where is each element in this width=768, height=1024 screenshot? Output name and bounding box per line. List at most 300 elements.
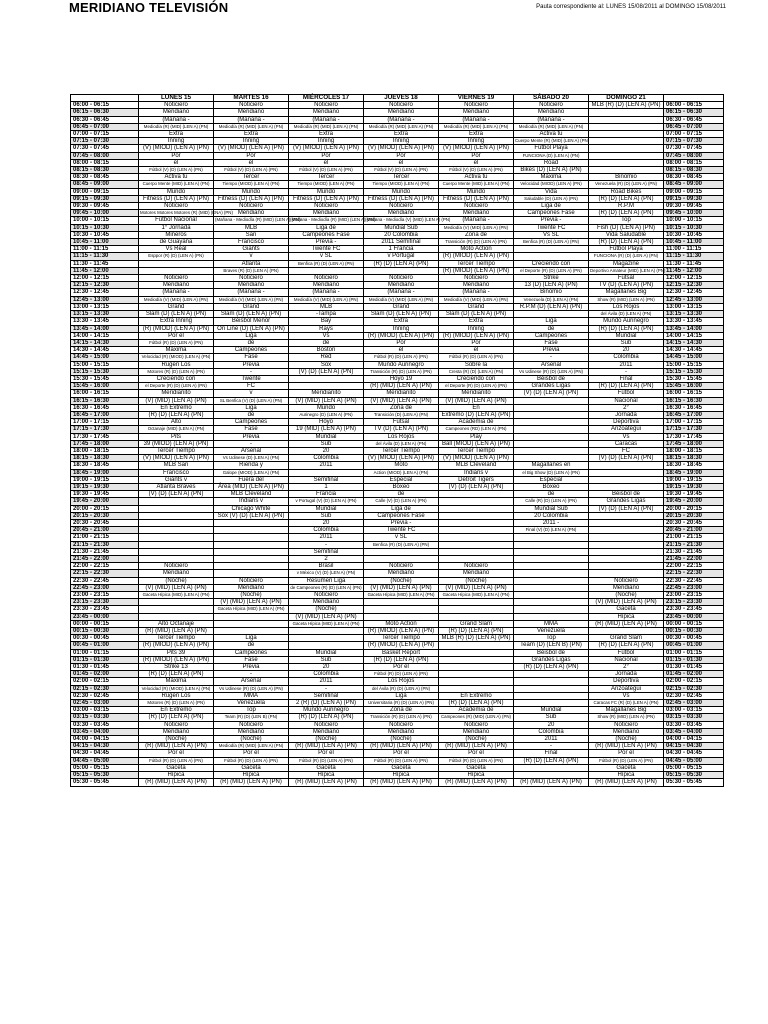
program-cell: Mundial bbox=[289, 433, 364, 440]
day-header-tuesday: MARTES 16 bbox=[214, 95, 289, 102]
table-row bbox=[71, 570, 724, 577]
program-cell: Meridianito bbox=[289, 390, 364, 397]
program-cell: Béisbol de bbox=[514, 649, 589, 656]
time-slot-right: 01:30 - 01:45 bbox=[664, 664, 724, 671]
program-cell: Inning bbox=[139, 138, 214, 145]
program-cell: Fase bbox=[214, 426, 289, 433]
time-slot-left: 17:00 - 17:15 bbox=[71, 419, 139, 426]
program-cell bbox=[139, 541, 214, 548]
program-cell bbox=[289, 635, 364, 642]
program-cell: Mundial bbox=[289, 649, 364, 656]
program-cell bbox=[439, 498, 514, 505]
time-slot-left: 21:00 - 21:15 bbox=[71, 534, 139, 541]
time-slot-left: 10:30 - 10:45 bbox=[71, 231, 139, 238]
time-slot-left: 06:15 - 06:30 bbox=[71, 109, 139, 116]
time-slot-right: 22:15 - 22:30 bbox=[664, 570, 724, 577]
time-slot-left: 16:30 - 16:45 bbox=[71, 404, 139, 411]
program-cell: v bbox=[214, 390, 289, 397]
program-cell bbox=[139, 548, 214, 555]
program-cell: Meridiano bbox=[289, 728, 364, 735]
program-cell: (Noche) bbox=[439, 736, 514, 743]
program-cell: Vida bbox=[514, 188, 589, 195]
table-row bbox=[71, 620, 724, 627]
program-cell: Por el bbox=[289, 750, 364, 757]
program-cell: Noticiero bbox=[139, 203, 214, 210]
time-slot-left: 14:30 - 14:45 bbox=[71, 347, 139, 354]
time-slot-left: 09:45 - 10:00 bbox=[71, 210, 139, 217]
program-cell: Meridiano bbox=[139, 570, 214, 577]
program-cell: Fuera del bbox=[214, 476, 289, 483]
program-cell bbox=[589, 469, 664, 476]
program-cell: v bbox=[214, 253, 289, 260]
program-cell bbox=[514, 440, 589, 447]
program-cell bbox=[214, 534, 289, 541]
table-row bbox=[71, 404, 724, 411]
time-slot-right: 20:30 - 20:45 bbox=[664, 519, 724, 526]
program-cell: Grandes Ligas bbox=[514, 656, 589, 663]
program-cell: Tercer bbox=[289, 174, 364, 181]
program-cell: Extra bbox=[439, 131, 514, 138]
program-cell: (Noche) bbox=[139, 577, 214, 584]
program-cell: Por el bbox=[139, 332, 214, 339]
program-cell: Extremo (D) (LEN A) (PN) bbox=[439, 411, 514, 418]
program-cell bbox=[514, 685, 589, 692]
program-cell: Noticiero bbox=[289, 592, 364, 599]
program-cell: Creciendo con bbox=[439, 375, 514, 382]
program-cell bbox=[514, 772, 589, 779]
program-cell: (Mañana - bbox=[214, 116, 289, 123]
time-slot-left: 13:00 - 13:15 bbox=[71, 303, 139, 310]
program-cell: (Mañana - bbox=[439, 217, 514, 224]
time-slot-left: 11:15 - 11:30 bbox=[71, 253, 139, 260]
program-cell: Mundo bbox=[289, 404, 364, 411]
program-cell: de bbox=[514, 325, 589, 332]
program-cell: Tiempo (MIOD) (LEN A) (PN) bbox=[289, 181, 364, 188]
time-slot-right: 11:15 - 11:30 bbox=[664, 253, 724, 260]
program-cell: Fútbol bbox=[589, 390, 664, 397]
time-slot-right: 22:45 - 23:00 bbox=[664, 584, 724, 591]
table-row bbox=[71, 390, 724, 397]
program-cell: Meridiano bbox=[364, 570, 439, 577]
program-cell bbox=[514, 678, 589, 685]
program-cell: Transición (D) (LEN A) (PN) bbox=[364, 411, 439, 418]
table-row bbox=[71, 332, 724, 339]
time-slot-left: 11:00 - 11:15 bbox=[71, 246, 139, 253]
program-cell: Meridiano bbox=[214, 584, 289, 591]
table-row bbox=[71, 483, 724, 490]
time-slot-left: 09:00 - 09:15 bbox=[71, 188, 139, 195]
program-cell: Noticiero bbox=[439, 721, 514, 728]
program-cell: 20 bbox=[514, 721, 589, 728]
program-cell: Gaceta Hípica (MID) (LEN A) (PN) bbox=[289, 620, 364, 627]
time-slot-right: 09:15 - 09:30 bbox=[664, 195, 724, 202]
program-cell: Béisbol de bbox=[589, 491, 664, 498]
program-cell: Fase bbox=[214, 354, 289, 361]
program-cell: Alto Octanaje bbox=[139, 620, 214, 627]
program-cell: Vs bbox=[589, 692, 664, 699]
program-cell: Noticiero bbox=[214, 577, 289, 584]
time-slot-left: 17:45 - 18:00 bbox=[71, 440, 139, 447]
table-row bbox=[71, 411, 724, 418]
time-slot-left: 03:15 - 03:30 bbox=[71, 714, 139, 721]
program-cell: Transición (R) (D) (LEN A) (PN) bbox=[439, 239, 514, 246]
table-row bbox=[71, 217, 724, 224]
program-cell: de bbox=[214, 411, 289, 418]
program-cell: Moto Action bbox=[364, 620, 439, 627]
program-cell bbox=[439, 599, 514, 606]
program-cell bbox=[439, 491, 514, 498]
table-row bbox=[71, 764, 724, 771]
time-slot-right: 21:45 - 22:00 bbox=[664, 556, 724, 563]
program-cell: Hípica bbox=[139, 772, 214, 779]
program-cell: (R) (MID) (LEN A) (PN) bbox=[364, 383, 439, 390]
time-slot-left: 08:00 - 08:15 bbox=[71, 159, 139, 166]
time-slot-right: 08:30 - 08:45 bbox=[664, 174, 724, 181]
program-cell: Hípica bbox=[589, 613, 664, 620]
program-cell: Tiempo (MIOD) (LEN A) (PN) bbox=[214, 181, 289, 188]
program-cell: Mundo bbox=[214, 188, 289, 195]
program-cell bbox=[439, 671, 514, 678]
program-cell: Tercer Tiempo bbox=[364, 447, 439, 454]
table-row bbox=[71, 642, 724, 649]
time-slot-left: 12:30 - 12:45 bbox=[71, 289, 139, 296]
time-slot-left: 01:45 - 02:00 bbox=[71, 671, 139, 678]
program-cell: Noticiero bbox=[589, 721, 664, 728]
program-cell: (V) (MID) (LEN A) (PN) bbox=[139, 397, 214, 404]
program-cell: de bbox=[364, 491, 439, 498]
program-cell: Hoyo 19 bbox=[364, 375, 439, 382]
program-cell: Por el bbox=[214, 750, 289, 757]
program-cell: Extra bbox=[364, 318, 439, 325]
time-slot-right: 23:30 - 23:45 bbox=[664, 606, 724, 613]
program-cell: Fútbol Playa bbox=[514, 145, 589, 152]
program-cell: Fútbol (R) (D) (LEN A) (PN) bbox=[439, 757, 514, 764]
time-slot-left: 15:30 - 15:45 bbox=[71, 375, 139, 382]
program-cell: Grand bbox=[439, 303, 514, 310]
time-slot-left: 06:00 - 06:15 bbox=[71, 102, 139, 109]
time-slot-right: 02:30 - 02:45 bbox=[664, 692, 724, 699]
time-slot-left: 01:00 - 01:15 bbox=[71, 649, 139, 656]
program-cell: Creciendo con bbox=[514, 260, 589, 267]
program-cell: Venezuela (D) (LEN A) (PN) bbox=[514, 296, 589, 303]
program-cell: Motores (R) (D) (LEN A) (PN) bbox=[139, 700, 214, 707]
program-cell: Benfica (R) (D) (LEN A) (PN) bbox=[514, 239, 589, 246]
time-slot-right: 08:15 - 08:30 bbox=[664, 167, 724, 174]
time-slot-right: 02:15 - 02:30 bbox=[664, 685, 724, 692]
program-cell: (Mañana - bbox=[139, 116, 214, 123]
program-cell bbox=[439, 664, 514, 671]
program-cell: Tercer bbox=[214, 174, 289, 181]
time-slot-left: 01:30 - 01:45 bbox=[71, 664, 139, 671]
table-row bbox=[71, 383, 724, 390]
program-cell: Meridiano bbox=[289, 109, 364, 116]
program-cell: Semifinal bbox=[289, 476, 364, 483]
program-cell: Hípica bbox=[289, 772, 364, 779]
program-cell: Fitness (D) (LEN A) (PN) bbox=[139, 195, 214, 202]
time-slot-right: 15:00 - 15:15 bbox=[664, 361, 724, 368]
time-slot-left: 23:15 - 23:30 bbox=[71, 599, 139, 606]
program-cell: el bbox=[289, 159, 364, 166]
program-cell: Los Rojos bbox=[589, 303, 664, 310]
program-cell: Inning bbox=[364, 138, 439, 145]
program-cell: Rienda y bbox=[214, 462, 289, 469]
program-cell: Team (R) (D) (LEN B) (PN) bbox=[214, 714, 289, 721]
program-cell bbox=[439, 649, 514, 656]
program-cell: Francisco bbox=[214, 239, 289, 246]
program-cell: (Mañana - Mediodía (R) (MID) (LEN A) (PN) bbox=[290, 217, 376, 223]
program-cell bbox=[214, 556, 289, 563]
program-cell: Fútbol (R) (D) (LEN A) (PN) bbox=[364, 757, 439, 764]
table-row bbox=[71, 426, 724, 433]
program-cell: Fútbol (V) (D) (LEN A) (PN) bbox=[364, 167, 439, 174]
program-cell: (V) (MIOD) (LEN A) (PN) bbox=[214, 145, 289, 152]
time-slot-right: 06:15 - 06:30 bbox=[664, 109, 724, 116]
program-cell: -Tampa bbox=[289, 311, 364, 318]
table-row bbox=[71, 210, 724, 217]
time-slot-right: 06:30 - 06:45 bbox=[664, 116, 724, 123]
program-cell: Por bbox=[439, 152, 514, 159]
program-cell: Campeones bbox=[514, 332, 589, 339]
program-cell: MLB (R) (D) (LEN A) (PN) bbox=[589, 102, 664, 109]
period-subtitle: Pauta correspondiente al: LUNES 15/08/2011 al DOMINGO 15/08/2011 bbox=[536, 4, 726, 10]
program-cell: (V) (MID) (LEN A) (PN) bbox=[364, 397, 439, 404]
program-cell: FC bbox=[214, 383, 289, 390]
program-cell bbox=[439, 527, 514, 534]
program-cell: de bbox=[289, 339, 364, 346]
program-cell: Mediodía (R) (MID) (LEN A) (PN) bbox=[439, 123, 514, 130]
program-cell: Campeones Fase bbox=[289, 231, 364, 238]
program-cell: MLB bbox=[289, 303, 364, 310]
program-cell: - bbox=[214, 671, 289, 678]
time-slot-right: 02:45 - 03:00 bbox=[664, 700, 724, 707]
program-cell bbox=[364, 613, 439, 620]
program-cell: 2 (R) (D) (LEN A) (PN) bbox=[289, 700, 364, 707]
program-cell: 2011 bbox=[289, 534, 364, 541]
program-cell: (Noche) bbox=[439, 577, 514, 584]
time-slot-right: 04:30 - 04:45 bbox=[664, 750, 724, 757]
program-cell bbox=[139, 267, 214, 274]
time-slot-right: 15:30 - 15:45 bbox=[664, 375, 724, 382]
program-cell bbox=[364, 267, 439, 274]
program-cell bbox=[139, 527, 214, 534]
program-cell: Mediodía (V) (MID) (LEN A) (PN) bbox=[139, 296, 214, 303]
time-slot-right: 04:00 - 04:15 bbox=[664, 736, 724, 743]
time-slot-right: 14:15 - 14:30 bbox=[664, 339, 724, 346]
time-slot-left: 03:45 - 04:00 bbox=[71, 728, 139, 735]
program-cell: Fútbol (R) (D) (LEN A) (PN) bbox=[214, 757, 289, 764]
program-cell: (V) (MID) (LEN A) (PN) bbox=[439, 397, 514, 404]
program-cell: Fútbol Nacional bbox=[139, 217, 214, 224]
table-row bbox=[71, 375, 724, 382]
program-cell bbox=[214, 613, 289, 620]
program-cell bbox=[589, 541, 664, 548]
program-cell: (R) (MIOD) (LEN A) (PN) bbox=[439, 332, 514, 339]
time-slot-right: 05:00 - 05:15 bbox=[664, 764, 724, 771]
program-cell: del Ávila (D) (LEN A) (PN) bbox=[364, 440, 439, 447]
time-slot-right: 18:00 - 18:15 bbox=[664, 447, 724, 454]
time-slot-left: 23:45 - 00:00 bbox=[71, 613, 139, 620]
program-cell: Hoyo bbox=[289, 419, 364, 426]
table-row bbox=[71, 260, 724, 267]
time-slot-right: 12:45 - 13:00 bbox=[664, 296, 724, 303]
program-cell: Velocidad (MIOD) (LEN A) (PN) bbox=[514, 181, 589, 188]
table-row bbox=[71, 656, 724, 663]
time-slot-left: 17:30 - 17:45 bbox=[71, 433, 139, 440]
time-slot-left: 23:00 - 23:15 bbox=[71, 592, 139, 599]
program-cell: Meridiano bbox=[439, 282, 514, 289]
program-cell: (Noche) bbox=[214, 592, 289, 599]
program-cell: Sox bbox=[289, 361, 364, 368]
table-row bbox=[71, 635, 724, 642]
table-row bbox=[71, 577, 724, 584]
table-row bbox=[71, 606, 724, 613]
time-slot-left: 03:00 - 03:15 bbox=[71, 707, 139, 714]
program-cell: (Noche) bbox=[289, 736, 364, 743]
program-cell: Arsenal bbox=[214, 678, 289, 685]
program-cell bbox=[589, 159, 664, 166]
program-cell: Noticiero bbox=[364, 275, 439, 282]
program-cell: Meridiano bbox=[439, 109, 514, 116]
program-cell: Semifinal bbox=[289, 548, 364, 555]
program-cell: Francisco bbox=[139, 469, 214, 476]
program-cell: Noticiero bbox=[214, 203, 289, 210]
table-row bbox=[71, 109, 724, 116]
program-cell bbox=[514, 671, 589, 678]
program-cell: (Noche) bbox=[364, 736, 439, 743]
program-cell: de Campeones (R) (D) (LEN A) (PN) bbox=[290, 584, 362, 590]
program-cell: Vs bbox=[289, 332, 364, 339]
program-cell: Noticiero bbox=[139, 721, 214, 728]
time-slot-left: 15:00 - 15:15 bbox=[71, 361, 139, 368]
program-cell: (R) (D) (LEN A) (PN) bbox=[514, 664, 589, 671]
program-cell: Mediodía (R) (MID) (LEN A) (PN) bbox=[364, 123, 439, 130]
table-row bbox=[71, 311, 724, 318]
time-slot-left: 04:30 - 04:45 bbox=[71, 750, 139, 757]
program-cell: (Noche) bbox=[364, 577, 439, 584]
program-cell: (V) (MIOD) (LEN A) (PN) bbox=[364, 145, 439, 152]
program-cell: v SL bbox=[289, 253, 364, 260]
program-cell: Top bbox=[589, 217, 664, 224]
program-cell: Pits bbox=[139, 433, 214, 440]
program-cell: Jornada bbox=[589, 411, 664, 418]
program-cell: Vs Udinese (R) (D) (LEN A) (PN) bbox=[514, 368, 589, 375]
program-cell: Cuerpo Mente (MID) (LEN A) (PN) bbox=[139, 181, 214, 188]
program-cell: (V) (MID) (LEN A) (PN) bbox=[139, 584, 214, 591]
program-cell bbox=[439, 613, 514, 620]
program-cell: Noticiero bbox=[289, 275, 364, 282]
program-cell bbox=[514, 534, 589, 541]
time-slot-left: 00:45 - 01:00 bbox=[71, 642, 139, 649]
program-cell: (R) (MID) (LEN A) (PN) bbox=[139, 779, 214, 786]
time-slot-right: 03:15 - 03:30 bbox=[664, 714, 724, 721]
program-cell: Giants v bbox=[139, 476, 214, 483]
program-cell: Liga bbox=[364, 692, 439, 699]
program-cell: FUNCIONA (D) (LEN A) (PN) bbox=[514, 152, 589, 159]
program-cell: Por bbox=[139, 152, 214, 159]
program-cell bbox=[139, 534, 214, 541]
program-cell: Inning bbox=[439, 325, 514, 332]
program-cell bbox=[139, 505, 214, 512]
program-cell: - bbox=[214, 368, 289, 375]
time-slot-right: 10:00 - 10:15 bbox=[664, 217, 724, 224]
program-cell: Fase bbox=[214, 656, 289, 663]
program-cell: Previa - bbox=[514, 217, 589, 224]
time-slot-left: 11:45 - 12:00 bbox=[71, 267, 139, 274]
program-cell: Liga de bbox=[289, 224, 364, 231]
program-cell bbox=[214, 527, 289, 534]
program-cell: Zona de bbox=[364, 707, 439, 714]
program-cell bbox=[514, 397, 589, 404]
program-cell: Mundo bbox=[364, 188, 439, 195]
time-slot-right: 10:15 - 10:30 bbox=[664, 224, 724, 231]
time-slot-left: 18:45 - 19:00 bbox=[71, 469, 139, 476]
program-cell: Fútbol (R) (D) (LEN A) (PN) bbox=[289, 757, 364, 764]
time-slot-left: 20:30 - 20:45 bbox=[71, 519, 139, 526]
program-cell: Colombia bbox=[289, 455, 364, 462]
time-slot-left: 05:15 - 05:30 bbox=[71, 772, 139, 779]
program-cell bbox=[214, 548, 289, 555]
time-slot-left: 11:30 - 11:45 bbox=[71, 260, 139, 267]
table-row bbox=[71, 203, 724, 210]
program-cell: Especial bbox=[364, 476, 439, 483]
program-cell bbox=[139, 599, 214, 606]
program-cell: Gaceta Hípica (MID) (LEN A) (PN) bbox=[214, 606, 289, 613]
program-cell: Futsal bbox=[364, 419, 439, 426]
program-cell: Arsenal bbox=[214, 447, 289, 454]
program-cell: Gaceta bbox=[364, 764, 439, 771]
program-cell: Strike 13 bbox=[139, 664, 214, 671]
program-cell: Mundo Aurinegro bbox=[289, 707, 364, 714]
program-cell: Meridiano bbox=[214, 282, 289, 289]
program-cell: Fitness (D) (LEN A) (PN) bbox=[289, 195, 364, 202]
program-cell: (Mañana - Mediodía (R) (MID) (LEN A) (PN) bbox=[215, 217, 301, 223]
program-cell: Meridiano bbox=[289, 210, 364, 217]
program-cell: (R) (MIOD) (LEN A) (PN) bbox=[139, 325, 214, 332]
table-row bbox=[71, 649, 724, 656]
program-cell: Vs Real bbox=[139, 246, 214, 253]
program-cell: Activa tu bbox=[439, 174, 514, 181]
program-cell: - bbox=[214, 440, 289, 447]
table-row bbox=[71, 419, 724, 426]
program-cell: 2 bbox=[289, 556, 364, 563]
time-slot-left: 08:15 - 08:30 bbox=[71, 167, 139, 174]
program-cell bbox=[439, 534, 514, 541]
program-cell: el bbox=[439, 159, 514, 166]
time-slot-left: 18:00 - 18:15 bbox=[71, 447, 139, 454]
table-row bbox=[71, 447, 724, 454]
table-row bbox=[71, 548, 724, 555]
program-cell: Mundial bbox=[589, 332, 664, 339]
time-slot-left: 20:15 - 20:30 bbox=[71, 512, 139, 519]
program-cell: (Mañana - bbox=[364, 116, 439, 123]
program-cell: (R) (MID) (LEN A) (PN) bbox=[364, 779, 439, 786]
program-cell: (V) (MID) (LEN A) (PN) bbox=[289, 613, 364, 620]
program-cell bbox=[514, 548, 589, 555]
program-cell: (V) (D) (LEN A) (PN) bbox=[289, 368, 364, 375]
program-cell: (Mañana - bbox=[439, 289, 514, 296]
time-slot-left: 19:30 - 19:45 bbox=[71, 491, 139, 498]
program-cell bbox=[439, 505, 514, 512]
program-cell bbox=[439, 541, 514, 548]
program-cell: - bbox=[289, 541, 364, 548]
table-row bbox=[71, 757, 724, 764]
program-cell: del Ávila (D) (LEN A) (PN) bbox=[589, 311, 664, 318]
program-cell: Sub bbox=[289, 656, 364, 663]
program-cell bbox=[439, 685, 514, 692]
program-cell bbox=[589, 483, 664, 490]
program-cell: (Mañana - bbox=[364, 289, 439, 296]
program-cell: Noticiero bbox=[214, 721, 289, 728]
